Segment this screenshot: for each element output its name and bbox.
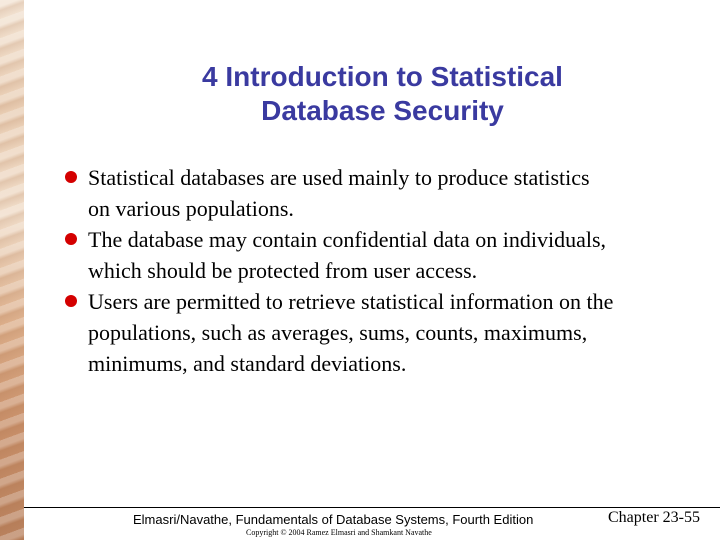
bullet-text-line: which should be protected from user access. <box>88 258 478 283</box>
bullet-dot-icon <box>65 233 77 245</box>
bullet-item <box>64 224 684 286</box>
title-line-2: Database Security <box>261 95 504 126</box>
slide-title <box>150 60 615 128</box>
bullet-text-line: The database may contain confidential data on individuals, <box>88 227 607 252</box>
bullet-text-line: minimums, and standard deviations. <box>88 351 407 376</box>
bullet-dot-icon <box>65 171 77 183</box>
bullet-text-line: on various populations. <box>88 196 294 221</box>
bullet-text-line: Statistical databases are used mainly to produce statistics <box>88 165 590 190</box>
footer-chapter-page: Chapter 23-55 <box>608 509 700 526</box>
footer-divider <box>24 507 720 508</box>
bullet-dot-icon <box>65 295 77 307</box>
bullet-text-line: populations, such as averages, sums, counts, maximums, <box>88 320 588 345</box>
bullet-list <box>64 162 684 379</box>
desert-sand-decoration <box>0 0 24 540</box>
footer-copyright: Copyright © 2004 Ramez Elmasri and Shamkant Navathe <box>246 528 432 537</box>
bullet-item <box>64 162 684 224</box>
title-line-1: 4 Introduction to Statistical <box>202 61 563 92</box>
bullet-item <box>64 286 684 379</box>
bullet-text-line: Users are permitted to retrieve statistical information on the <box>88 289 614 314</box>
footer-book-title: Elmasri/Navathe, Fundamentals of Database Systems, Fourth Edition <box>133 512 534 527</box>
